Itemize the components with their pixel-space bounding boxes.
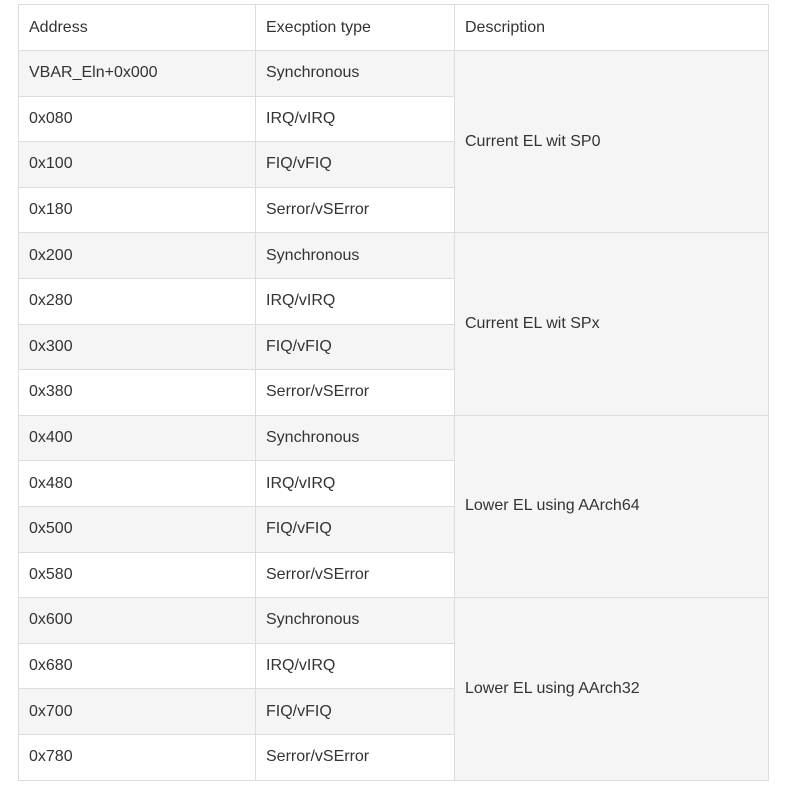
- exception-type-cell: Serror/vSError: [256, 370, 455, 416]
- address-cell: 0x580: [19, 552, 256, 598]
- exception-type-cell: FIQ/vFIQ: [256, 324, 455, 370]
- address-cell: 0x280: [19, 278, 256, 324]
- address-cell: 0x400: [19, 415, 256, 461]
- description-cell: Current EL wit SPx: [455, 233, 769, 415]
- exception-vector-table: [18, 4, 769, 781]
- address-cell: 0x380: [19, 370, 256, 416]
- header-address: Address: [19, 5, 256, 51]
- exception-type-cell: Synchronous: [256, 415, 455, 461]
- exception-type-cell: Serror/vSError: [256, 187, 455, 233]
- address-cell: 0x180: [19, 187, 256, 233]
- exception-type-cell: FIQ/vFIQ: [256, 506, 455, 552]
- description-cell: Lower EL using AArch64: [455, 415, 769, 597]
- description-cell: Current EL wit SP0: [455, 51, 769, 233]
- exception-type-cell: IRQ/vIRQ: [256, 96, 455, 142]
- exception-type-cell: FIQ/vFIQ: [256, 142, 455, 188]
- address-cell: 0x480: [19, 461, 256, 507]
- table-row: [19, 51, 769, 97]
- description-cell: Lower EL using AArch32: [455, 598, 769, 780]
- address-cell: 0x700: [19, 689, 256, 735]
- address-cell: 0x080: [19, 96, 256, 142]
- address-cell: 0x500: [19, 506, 256, 552]
- exception-type-cell: Synchronous: [256, 233, 455, 279]
- table-container: [18, 4, 769, 781]
- header-description: Description: [455, 5, 769, 51]
- table-row: [19, 598, 769, 644]
- table-row: [19, 415, 769, 461]
- address-cell: 0x100: [19, 142, 256, 188]
- exception-type-cell: FIQ/vFIQ: [256, 689, 455, 735]
- table-row: [19, 233, 769, 279]
- exception-type-cell: Synchronous: [256, 51, 455, 97]
- address-cell: 0x600: [19, 598, 256, 644]
- table-header-row: [19, 5, 769, 51]
- exception-type-cell: Serror/vSError: [256, 552, 455, 598]
- address-cell: VBAR_Eln+0x000: [19, 51, 256, 97]
- address-cell: 0x200: [19, 233, 256, 279]
- exception-type-cell: Synchronous: [256, 598, 455, 644]
- exception-type-cell: Serror/vSError: [256, 734, 455, 780]
- header-exception-type: Execption type: [256, 5, 455, 51]
- address-cell: 0x680: [19, 643, 256, 689]
- exception-type-cell: IRQ/vIRQ: [256, 461, 455, 507]
- exception-type-cell: IRQ/vIRQ: [256, 278, 455, 324]
- address-cell: 0x300: [19, 324, 256, 370]
- address-cell: 0x780: [19, 734, 256, 780]
- exception-type-cell: IRQ/vIRQ: [256, 643, 455, 689]
